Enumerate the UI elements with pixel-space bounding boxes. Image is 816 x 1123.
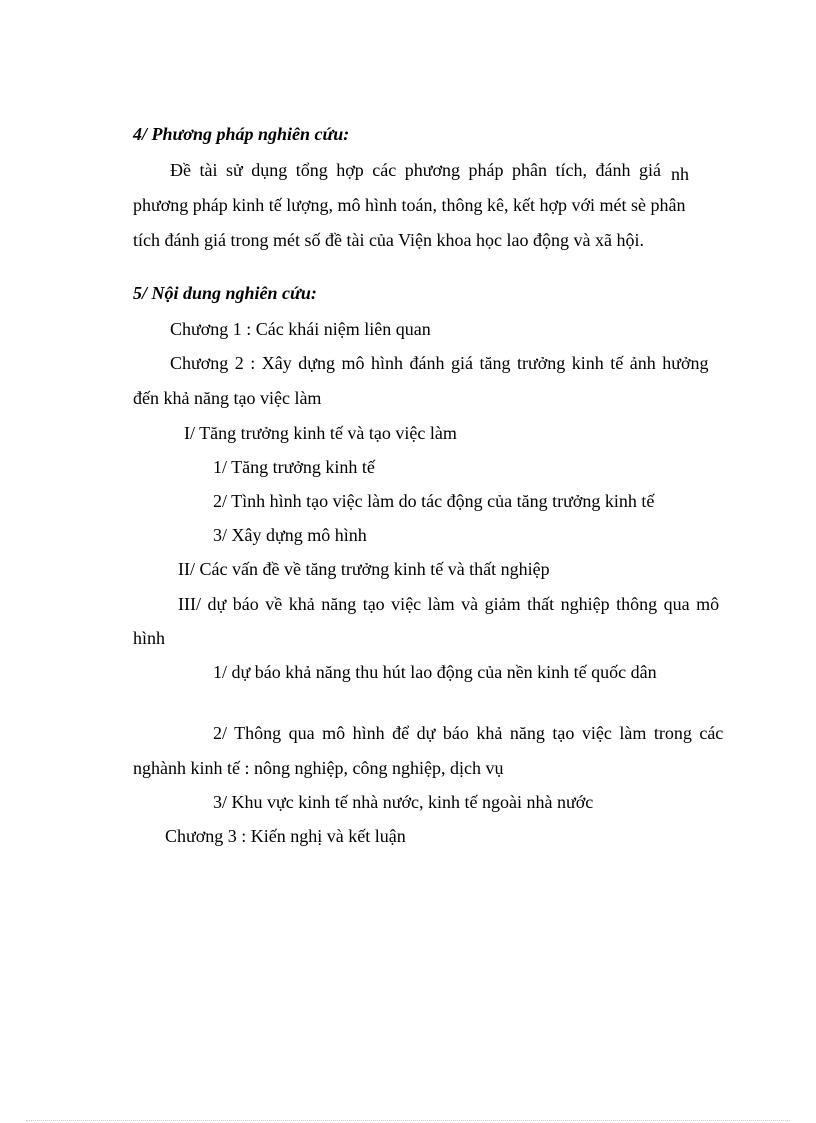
part-1-item-1: 1/ Tăng trưởng kinh tế — [213, 457, 375, 477]
part-3-item-2-line-2: nghành kinh tế : nông nghiệp, công nghiệp, dịch vụ — [133, 758, 504, 778]
part-3-item-3: 3/ Khu vực kinh tế nhà nước, kinh tế ngoài nhà nước — [213, 792, 594, 812]
page-bottom-divider — [26, 1120, 790, 1121]
part-3-item-1: 1/ dự báo khả năng thu hút lao động của nền kinh tế quốc dân — [213, 662, 657, 682]
section-4-paragraph-line-2 — [133, 194, 721, 216]
chapter-1: Chương 1 : Các khái niệm liên quan — [170, 319, 431, 339]
paragraph-text: phương pháp kinh tế lượng, mô hình toán, thông kê, kết hợp với mét sè phân — [133, 195, 686, 215]
section-5-heading: 5/ Nội dung nghiên cứu: — [133, 283, 317, 303]
chapter-2-line-1: Chương 2 : Xây dựng mô hình đánh giá tăng trưởng kinh tế ảnh hưởng — [170, 353, 709, 373]
part-3-item-2-line-1: 2/ Thông qua mô hình để dự báo khả năng tạo việc làm trong các — [213, 723, 724, 743]
part-1-item-3: 3/ Xây dựng mô hình — [213, 525, 367, 545]
section-4-paragraph-line-3: tích đánh giá trong mét số đề tài của Viện khoa học lao động và xã hội. — [133, 230, 644, 250]
part-3-heading-line-2: hình — [133, 628, 166, 648]
paragraph-text: Đề tài sử dụng tổng hợp các phương pháp phân tích, đánh giá — [170, 160, 661, 180]
part-1-item-2: 2/ Tình hình tạo việc làm do tác động của tăng trưởng kinh tế — [213, 491, 655, 511]
chapter-3: Chương 3 : Kiến nghị và kết luận — [165, 826, 406, 846]
part-3-heading-line-1: III/ dự báo về khả năng tạo việc làm và giảm thất nghiệp thông qua mô — [178, 594, 720, 614]
paragraph-fragment: nh — [670, 164, 689, 184]
part-2-heading: II/ Các vấn đề về tăng trưởng kinh tế và thất nghiệp — [178, 559, 550, 579]
section-4-heading: 4/ Phương pháp nghiên cứu: — [133, 124, 350, 144]
section-4-paragraph-line-1 — [170, 159, 720, 184]
part-1-heading: I/ Tăng trưởng kinh tế và tạo việc làm — [184, 423, 457, 443]
chapter-2-line-2: đến khả năng tạo việc làm — [133, 388, 322, 408]
